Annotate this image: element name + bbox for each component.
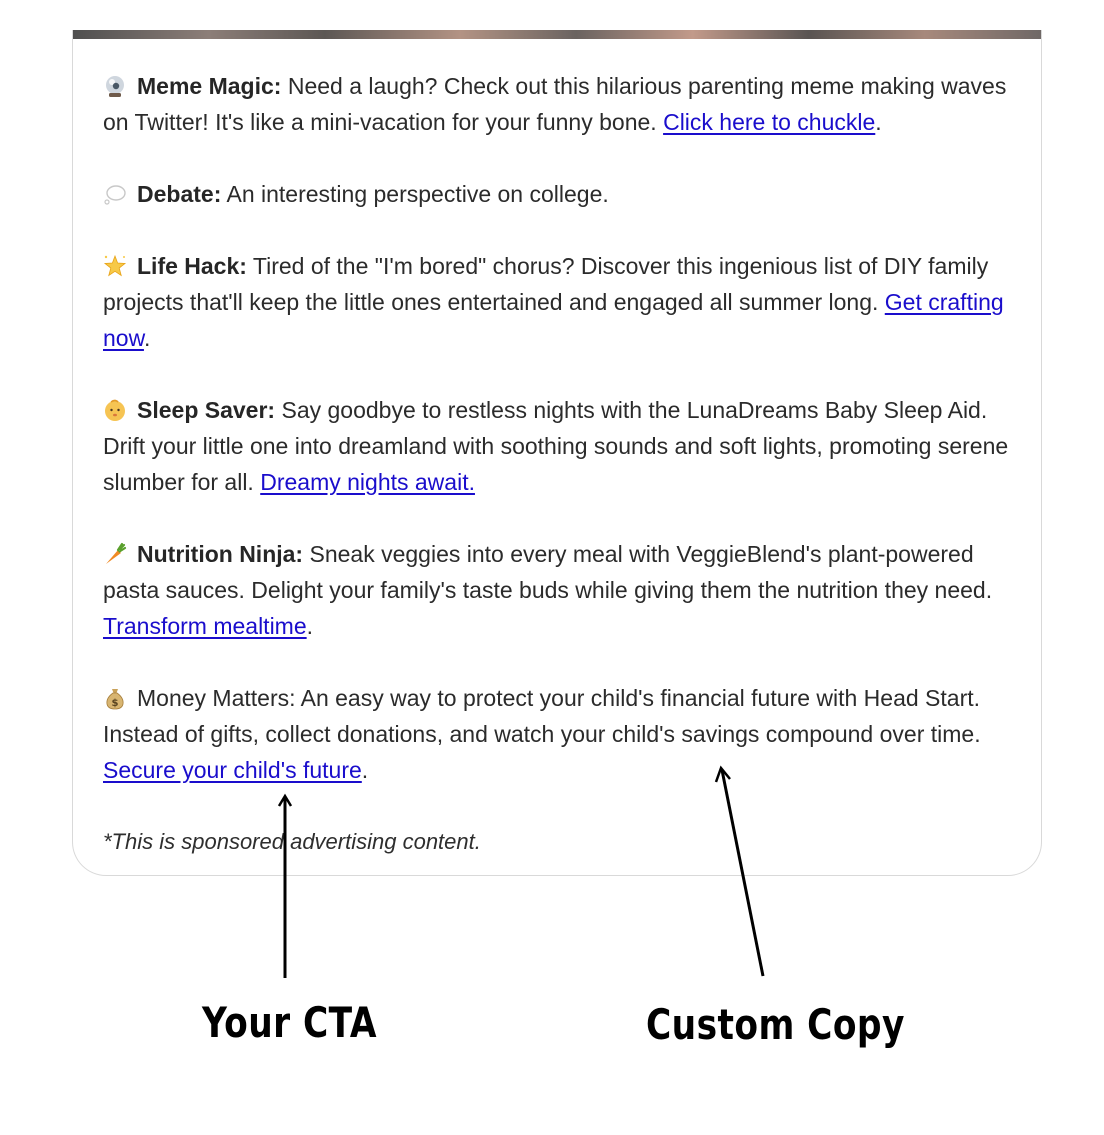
svg-text:$: $	[111, 698, 119, 709]
item-text: Need a laugh? Check out this hilarious parenting meme making waves on Twitter! It's like a mini-vacation for your funny bone.	[103, 73, 1007, 135]
link-dreamy-nights-await[interactable]: Dreamy nights await.	[260, 469, 475, 495]
cta-arrow-icon	[270, 792, 300, 982]
item-label: Life Hack:	[137, 253, 247, 279]
link-transform-mealtime[interactable]: Transform mealtime	[103, 613, 307, 639]
item-label: Sleep Saver:	[137, 397, 276, 423]
list-item-money-matters	[103, 680, 1018, 788]
item-text: Sneak veggies into every meal with VeggieBlend's plant-powered pasta sauces. Delight your family's taste buds while giving them the nutrition they need.	[103, 541, 993, 603]
link-get-crafting-now[interactable]: Get crafting now	[103, 289, 1004, 351]
list-item-meme-magic	[103, 68, 1018, 140]
item-label: Debate:	[137, 181, 222, 207]
newsletter-content	[103, 68, 1018, 882]
list-item-debate	[103, 176, 1018, 212]
sponsored-disclaimer: *This is sponsored advertising content.	[103, 829, 481, 854]
newsletter-card	[72, 30, 1042, 876]
link-secure-your-childs-future[interactable]: Secure your child's future	[103, 757, 362, 783]
thought-bubble-icon	[103, 182, 127, 206]
list-item-nutrition-ninja	[103, 536, 1018, 644]
money-bag-icon	[103, 686, 127, 710]
carrot-icon	[103, 542, 127, 566]
item-trailing: .	[143, 325, 151, 351]
link-click-here-to-chuckle[interactable]: Click here to chuckle	[663, 109, 876, 135]
item-text: Say goodbye to restless nights with the LunaDreams Baby Sleep Aid. Drift your little one into dreamland with soothing sounds and soft lights, promoting serene slumber for all.	[103, 397, 1009, 495]
list-item-sleep-saver	[103, 392, 1018, 500]
item-trailing: .	[875, 109, 882, 135]
item-label: Meme Magic:	[137, 73, 282, 99]
item-trailing: .	[306, 613, 314, 639]
annotation-custom-copy: Custom Copy	[646, 1000, 905, 1049]
crystal-ball-icon	[103, 74, 127, 98]
annotation-your-cta: Your CTA	[202, 998, 377, 1047]
sparkle-star-icon	[103, 254, 127, 278]
list-item-life-hack	[103, 248, 1018, 356]
item-label: Nutrition Ninja:	[137, 541, 304, 567]
custom-copy-arrow-icon	[705, 764, 775, 980]
header-image-strip	[73, 30, 1041, 39]
item-trailing: .	[361, 757, 369, 783]
item-text: Tired of the "I'm bored" chorus? Discover this ingenious list of DIY family projects that'll keep the little ones entertained and engaged all summer long.	[103, 253, 989, 315]
item-text: Money Matters: An easy way to protect your child's financial future with Head Start. Instead of gifts, collect donations, and watch your child's savings compound over time.	[103, 685, 981, 747]
item-text: An interesting perspective on college.	[221, 181, 609, 207]
baby-face-icon	[103, 398, 127, 422]
